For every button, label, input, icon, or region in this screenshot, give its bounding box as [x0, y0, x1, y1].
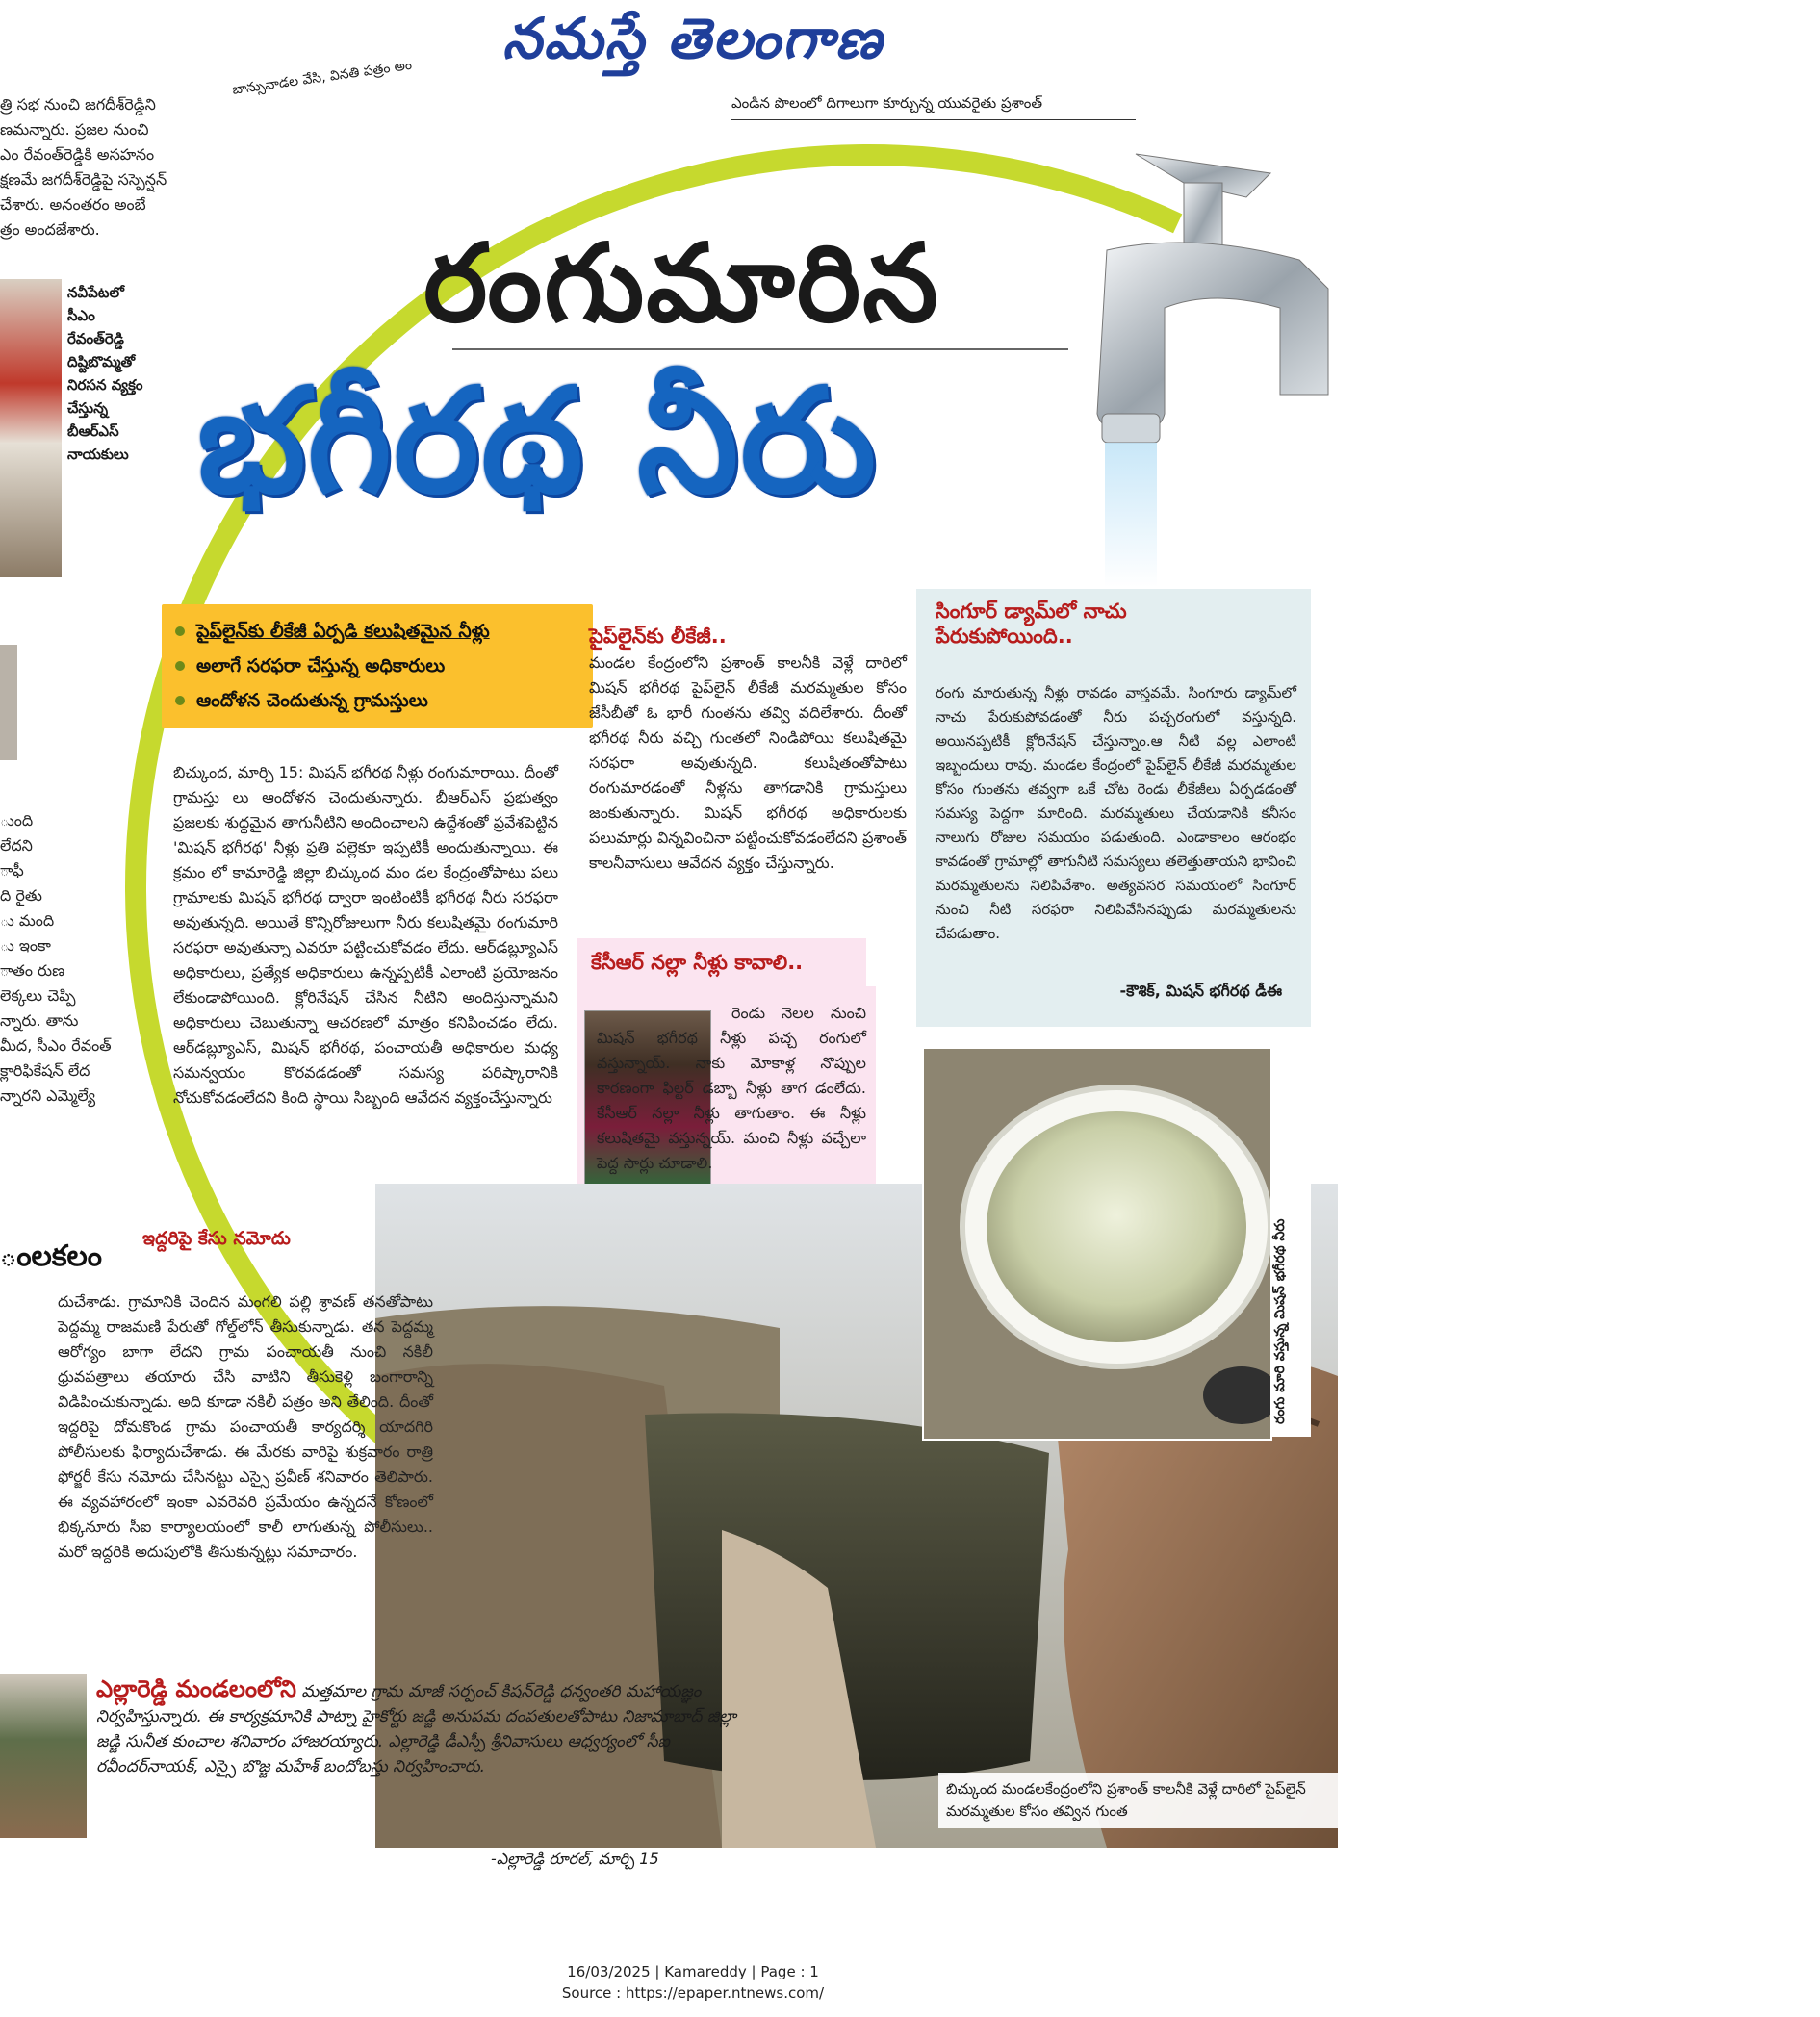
headline-line1: రంగుమారిన: [423, 221, 940, 346]
left-photo-sliver: [0, 645, 17, 760]
caption-line: రేవంత్‌రెడ్డి: [67, 330, 124, 347]
caption-line: దిష్టిబొమ్మతో: [67, 353, 136, 370]
bullet-icon: [175, 626, 185, 636]
left-column-mid: [0, 808, 135, 1174]
caption-line: నాయకులు: [67, 446, 129, 463]
footer-source: Source : https://epaper.ntnews.com/: [561, 1984, 825, 2002]
pit-photo-caption: బిచ్కుంద మండలకేంద్రంలోని ప్రశాంత్ కాలనీకి వెళ్లే దారిలో పైప్‌లైన్ మరమ్మతుల కోసం తవ్విన గుంత: [938, 1773, 1339, 1828]
top-photo-caption: ఎండిన పొలంలో దిగాలుగా కూర్చున్న యువరైతు ప్రశాంత్: [731, 94, 1136, 120]
text-line: న్నారు. తాను: [0, 1011, 79, 1030]
text-line: ుంది: [0, 811, 34, 830]
yellareddy-story-text: మత్తమాల గ్రామ మాజీ సర్పంచ్ కిషన్‌రెడ్డి ధన్వంతరి మహాయజ్ఞం నిర్వహిస్తున్నారు. ఈ కార్యక్రమానికి పాట్నా హైకోర్టు జడ్జి అనుపమ దంపతులతోపాటు నిజామాబాద్ జిల్లా జడ్జి సునీత కుంచాల శనివారం హాజరయ్యారు. ఎల్లారెడ్డి డీఎస్పీ శ్రీనివాసులు ఆధ్వర్యంలో సీఐ రవీందర్‌నాయక్, ఎస్సై బొజ్జ మహేశ్ బందోబస్తు నిర్వహించారు.: [96, 1682, 736, 1776]
key-point: [175, 614, 579, 649]
text-line: లెక్కలు చెప్పి: [0, 986, 76, 1005]
official-signature: -కౌశిక్, మిషన్ భగీరథ డీఈ: [1119, 982, 1282, 1000]
caption-line: సీఎం: [67, 307, 95, 324]
water-tap-icon: [1049, 144, 1338, 587]
headline-line2: భగీరథ నీరు: [197, 358, 879, 525]
yellareddy-heading: ఎల్లారెడ్డి మండలంలోని: [96, 1675, 296, 1702]
text-line: చేశారు. అనంతరం అంబే: [0, 195, 146, 214]
case-filed-subhead: ఇద్దరిపై కేసు నమోదు: [142, 1228, 291, 1249]
protest-photo-caption: [67, 281, 171, 466]
text-line: ు ఇంకా: [0, 936, 51, 955]
resident-quote-text: రెండు నెలల నుంచి మిషన్ భగీరథ నీళ్లు పచ్చ రంగులో వస్తున్నాయ్. నాకు మోకాళ్ల నొప్పుల కారణంగా ఫిల్టర్ డబ్బా నీళ్లు తాగ డంలేదు. కేసీఆర్ నల్లా నీళ్లు తాగుతాం. ఈ నీళ్లు కలుషితమై వస్తున్నయ్. మంచి నీళ్లు వచ్చేలా పెద్ద సార్లు చూడాలి.: [597, 1004, 866, 1172]
text-line: క్లారిఫికేషన్ లేద: [0, 1061, 90, 1080]
text-line: ాతం రుణ: [0, 961, 65, 980]
headline-rule: [452, 348, 1068, 350]
pipeline-leak-subhead: పైప్‌లైన్‌కు లీకేజీ..: [589, 625, 727, 648]
case-story: దుచేశాడు. గ్రామానికి చెందిన మంగలి పల్లి శ్రావణ్ తనతోపాటు పెద్దమ్మ రాజమణి పేరుతో గోల్డ్‌లోన్ తీసుకున్నాడు. తన పెద్దమ్మ ఆరోగ్యం బాగా లేదని గ్రామ పంచాయతీ నుంచి నకిలీ ధ్రువపత్రాలు తయారు చేసి వాటిని తీసుకెళ్లి బంగారాన్ని విడిపించుకున్నాడు. అది కూడా నకిలీ పత్రం అని తేలింది. దీంతో ఇద్దరిపై దోమకొండ గ్రామ పంచాయతీ కార్యదర్శి యాదగిరి పోలీసులకు ఫిర్యాదుచేశాడు. ఈ మేరకు వారిపై శుక్రవారం రాత్రి ఫోర్జరీ కేసు నమోదు చేసినట్టు ఎస్సై ప్రవీణ్ శనివారం తెలిపారు. ఈ వ్యవహారంలో ఇంకా ఎవరెవరి ప్రమేయం ఉన్నదనే కోణంలో భిక్కనూరు సీఐ కార్యాలయంలో కాలీ లాగుతున్న పోలీసులు.. మరో ఇద్దరికి అదుపులోకి తీసుకున్నట్లు సమాచారం.: [58, 1292, 433, 1561]
yellareddy-story: [96, 1676, 760, 1779]
text-line: ణమన్నారు. ప్రజల నుంచి: [0, 120, 149, 139]
singur-dam-subhead: సింగూర్ డ్యామ్‌లో నాచు పేరుకుపోయింది..: [936, 600, 1127, 648]
text-line: ది రైతు: [0, 886, 42, 905]
pipeline-leak-story: మండల కేంద్రంలోని ప్రశాంత్ కాలనీకి వెళ్లే దారిలో మిషన్ భగీరథ పైప్‌లైన్ లీకేజీ మరమ్మతుల కోసం జేసీబీతో ఓ భారీ గుంతను తవ్వి వదిలేశారు. దీంతో భగీరథ నీరు వచ్చి గుంతలో నిండిపోయి కలుషితమై సరఫరా అవుతున్నది. కలుషితంతోపాటు రంగుమారడంతో నీళ్లను తాగడానికి గ్రామస్తులు జంకుతున్నారు. మిషన్ భగీరథ అధికారులకు పలుమార్లు విన్నవించినా పట్టించుకోవడంలేదని ప్రశాంత్ కాలనీవాసులు ఆవేదన వ్యక్తం చేస్తున్నారు.: [589, 653, 907, 872]
bullet-icon: [175, 696, 185, 705]
yellareddy-dateline: -ఎల్లారెడ్డి రూరల్, మార్చి 15: [491, 1850, 659, 1868]
key-point: [175, 649, 579, 683]
section-heading-cut: ంలకలం: [0, 1239, 102, 1273]
yagnam-photo: [0, 1674, 87, 1838]
kcr-tap-subhead: కేసీఆర్ నల్లా నీళ్లు కావాలి..: [591, 951, 804, 974]
footer-edition-info: 16/03/2025 | Kamareddy | Page : 1: [567, 1963, 819, 1980]
key-point-text: అలాగే సరఫరా చేస్తున్న అధికారులు: [196, 655, 446, 677]
caption-line: బీఆర్‌ఎస్: [67, 422, 119, 440]
text-line: క్షణమే జగదీశ్‌రెడ్డిపై సస్పెన్షన్: [0, 170, 167, 189]
key-point-text: పైప్‌లైన్‌కు లీకేజీ ఏర్పడి కలుషితమైన నీళ్లు: [196, 621, 490, 642]
caption-line: నిరసన వ్యక్తం: [67, 376, 143, 394]
bowl-photo-vertical-caption: రంగు మారి వస్తున్న మిషన్ భగీరథ నీరు: [1272, 1218, 1288, 1424]
text-line: ు మంది: [0, 911, 55, 930]
text-line: న్నారని ఎమ్మెల్యే: [0, 1086, 96, 1105]
official-response-panel: [916, 589, 1311, 1027]
text-line: త్రి సభ నుంచి జగదీశ్‌రెడ్డిని: [0, 95, 156, 114]
text-line: మీద, సీఎం రేవంత్: [0, 1036, 112, 1055]
key-point-text: ఆందోళన చెందుతున్న గ్రామస్తులు: [196, 690, 428, 711]
bullet-icon: [175, 661, 185, 671]
singur-dam-story: రంగు మారుతున్న నీళ్లు రావడం వాస్తవమే. సింగూరు డ్యామ్‌లో నాచు పేరుకుపోవడంతో నీరు పచ్చరంగులో వస్తున్నది. అయినప్పటికీ క్లోరినేషన్ చేస్తున్నాం.ఆ నీటి వల్ల ఎలాంటి ఇబ్బందులు రావు. మండల కేంద్రంలో పైప్‌లైన్ లీకేజీ మరమ్మతుల కోసం గుంతను తవ్వగా ఒకే చోట రెండు లీకేజీలు ఏర్పడడంతో సమస్య పెద్దగా మారింది. మరమ్మతులు చేయడానికి కనీసం నాలుగు రోజుల సమయం పడుతుంది. ఎండాకాలం ఆరంభం కావడంతో గ్రామాల్లో తాగునీటి సమస్యలు తలెత్తుతాయని భావించి మరమ్మతులను నిలిపివేశాం. అత్యవసర సమయంలో సింగూర్ నుంచి నీటి సరఫరా నిలిపివేసినప్పుడు మరమ్మతులను చేపడుతాం.: [936, 684, 1296, 942]
text-line: త్రం అందజేశారు.: [0, 220, 100, 239]
text-line: ఎం రేవంత్‌రెడ్డికి అసహనం: [0, 145, 155, 164]
quote-heading-band: [577, 938, 866, 986]
water-bowl-photo: [922, 1047, 1272, 1441]
top-left-snippet: బాన్సువాడల వేసి, వినతి పత్రం అం: [231, 57, 413, 98]
left-column-top: [0, 92, 192, 239]
text-line: లేదని: [0, 836, 33, 855]
main-story: బిచ్కుంద, మార్చి 15: మిషన్ భగీరథ నీళ్లు రంగుమారాయి. దీంతో గ్రామస్తు లు ఆందోళన చెందుతున్నారు. బీఆర్‌ఎస్ ప్రభుత్వం ప్రజలకు శుద్ధమైన తాగునీటిని అందించాలని ఉద్దేశంతో ప్రవేశపెట్టిన 'మిషన్ భగీరథ' నీళ్లు ప్రతి పల్లెకూ ఇప్పటికీ అందుతున్నాయి. ఈ క్రమం లో కామారెడ్డి జిల్లా బిచ్కుంద మం డల కేంద్రంతోపాటు పలు గ్రామాలకు మిషన్ భగీరథ ద్వారా ఇంటింటికీ భగీరథ నీరు సరఫరా అవుతున్నది. అయితే కొన్నిరోజులుగా నీరు కలుషితమై రంగుమారి సరఫరా అవుతున్నా ఎవరూ పట్టించుకోవడం లేదు. ఆర్‌డబ్ల్యూఎస్ అధికారులు, ప్రత్యేక అధికారులు ఉన్నప్పటికీ ఎలాంటి ప్రయోజనం లేకుండాపోయింది. క్లోరినేషన్ చేసిన నీటిని అందిస్తున్నామని అధికారులు చెబుతున్నా ఆచరణలో మాత్రం కనిపించడం లేదు. ఆర్‌డబ్ల్యూఎస్, మిషన్ భగీరథ, పంచాయతీ అధికారుల మధ్య సమన్వయం కొరవడడంతో సమస్య పరిష్కారానికి నోచుకోవడంలేదని కింది స్థాయి సిబ్బంది ఆవేదన వ్యక్తంచేస్తున్నారు: [173, 763, 558, 1107]
caption-line: నవీపేటలో: [67, 284, 124, 301]
text-line: ాఫీ: [0, 861, 24, 880]
masthead-logo: నమస్తే తెలంగాణ: [502, 6, 884, 71]
protest-photo: [0, 279, 62, 577]
caption-line: చేస్తున్న: [67, 399, 109, 417]
key-points-box: [162, 604, 593, 728]
key-point: [175, 683, 579, 718]
